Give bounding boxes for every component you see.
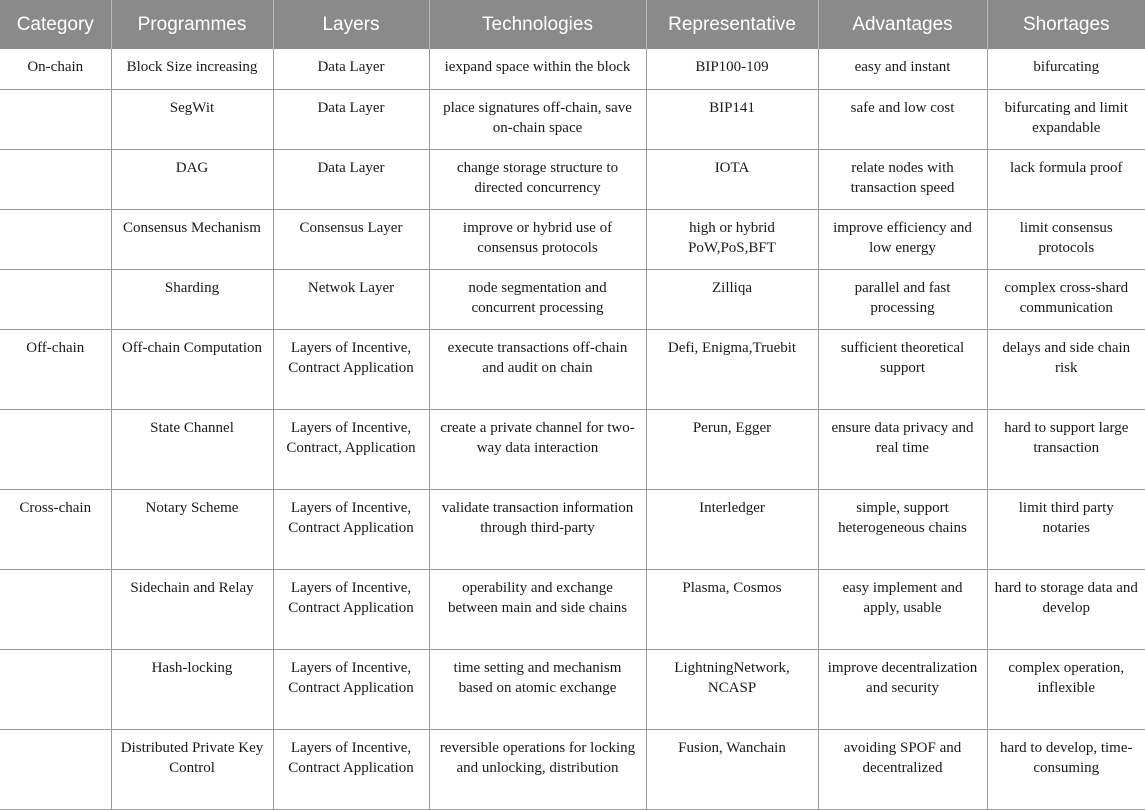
header-technologies: Technologies: [429, 0, 646, 49]
cell-programme: Sharding: [111, 270, 273, 330]
cell-representative: Zilliqa: [646, 270, 818, 330]
cell-category: [0, 150, 111, 210]
cell-technologies: create a private channel for two-way data interaction: [429, 410, 646, 490]
cell-category: [0, 410, 111, 490]
cell-layers: Layers of Incentive, Contract Application: [273, 330, 429, 410]
cell-advantages: sufficient theoretical support: [818, 330, 987, 410]
cell-programme: Consensus Mechanism: [111, 210, 273, 270]
header-representative: Representative: [646, 0, 818, 49]
cell-technologies: improve or hybrid use of consensus protocols: [429, 210, 646, 270]
cell-layers: Consensus Layer: [273, 210, 429, 270]
cell-programme: Notary Scheme: [111, 490, 273, 570]
table-row: [0, 570, 1145, 650]
cell-programme: State Channel: [111, 410, 273, 490]
cell-representative: IOTA: [646, 150, 818, 210]
cell-category: [0, 650, 111, 730]
table-row: [0, 330, 1145, 410]
cell-layers: Data Layer: [273, 90, 429, 150]
cell-advantages: relate nodes with transaction speed: [818, 150, 987, 210]
cell-category: [0, 730, 111, 810]
cell-layers: Layers of Incentive, Contract, Application: [273, 410, 429, 490]
cell-programme: Off-chain Computation: [111, 330, 273, 410]
header-row: [0, 0, 1145, 49]
cell-category: [0, 270, 111, 330]
cell-representative: high or hybrid PoW,PoS,BFT: [646, 210, 818, 270]
cell-technologies: place signatures off-chain, save on-chain space: [429, 90, 646, 150]
table-header: [0, 0, 1145, 49]
cell-advantages: avoiding SPOF and decentralized: [818, 730, 987, 810]
cell-layers: Layers of Incentive, Contract Application: [273, 730, 429, 810]
cell-technologies: validate transaction information through third-party: [429, 490, 646, 570]
cell-shortages: lack formula proof: [987, 150, 1145, 210]
cell-shortages: hard to storage data and develop: [987, 570, 1145, 650]
cell-advantages: improve efficiency and low energy: [818, 210, 987, 270]
cell-advantages: parallel and fast processing: [818, 270, 987, 330]
cell-category: [0, 570, 111, 650]
cell-layers: Layers of Incentive, Contract Application: [273, 570, 429, 650]
cell-shortages: complex cross-shard communication: [987, 270, 1145, 330]
cell-representative: BIP141: [646, 90, 818, 150]
cell-shortages: bifurcating: [987, 49, 1145, 90]
table-row: [0, 410, 1145, 490]
table-row: [0, 270, 1145, 330]
cell-representative: Plasma, Cosmos: [646, 570, 818, 650]
cell-advantages: simple, support heterogeneous chains: [818, 490, 987, 570]
cell-category: [0, 210, 111, 270]
cell-category: Cross-chain: [0, 490, 111, 570]
table-row: [0, 730, 1145, 810]
cell-layers: Data Layer: [273, 150, 429, 210]
cell-programme: Block Size increasing: [111, 49, 273, 90]
cell-shortages: complex operation, inflexible: [987, 650, 1145, 730]
cell-shortages: limit consensus protocols: [987, 210, 1145, 270]
table-row: [0, 650, 1145, 730]
cell-technologies: execute transactions off-chain and audit on chain: [429, 330, 646, 410]
table-row: [0, 150, 1145, 210]
cell-technologies: reversible operations for locking and unlocking, distribution: [429, 730, 646, 810]
cell-advantages: easy and instant: [818, 49, 987, 90]
cell-shortages: bifurcating and limit expandable: [987, 90, 1145, 150]
cell-representative: Fusion, Wanchain: [646, 730, 818, 810]
header-programmes: Programmes: [111, 0, 273, 49]
cell-advantages: ensure data privacy and real time: [818, 410, 987, 490]
cell-layers: Netwok Layer: [273, 270, 429, 330]
cell-technologies: change storage structure to directed concurrency: [429, 150, 646, 210]
cell-advantages: easy implement and apply, usable: [818, 570, 987, 650]
cell-layers: Data Layer: [273, 49, 429, 90]
cell-layers: Layers of Incentive, Contract Application: [273, 650, 429, 730]
cell-advantages: improve decentralization and security: [818, 650, 987, 730]
cell-programme: Hash-locking: [111, 650, 273, 730]
cell-representative: BIP100-109: [646, 49, 818, 90]
cell-programme: Sidechain and Relay: [111, 570, 273, 650]
header-shortages: Shortages: [987, 0, 1145, 49]
cell-shortages: delays and side chain risk: [987, 330, 1145, 410]
cell-category: Off-chain: [0, 330, 111, 410]
cell-technologies: operability and exchange between main and side chains: [429, 570, 646, 650]
cell-representative: Interledger: [646, 490, 818, 570]
cell-representative: LightningNetwork, NCASP: [646, 650, 818, 730]
table-row: [0, 490, 1145, 570]
table-body: [0, 49, 1145, 810]
table-row: [0, 90, 1145, 150]
cell-technologies: node segmentation and concurrent processing: [429, 270, 646, 330]
cell-representative: Defi, Enigma,Truebit: [646, 330, 818, 410]
cell-representative: Perun, Egger: [646, 410, 818, 490]
cell-shortages: hard to support large transaction: [987, 410, 1145, 490]
table-row: [0, 49, 1145, 90]
cell-category: [0, 90, 111, 150]
cell-category: On-chain: [0, 49, 111, 90]
cell-programme: DAG: [111, 150, 273, 210]
table-row: [0, 210, 1145, 270]
cell-programme: SegWit: [111, 90, 273, 150]
cell-layers: Layers of Incentive, Contract Application: [273, 490, 429, 570]
cell-programme: Distributed Private Key Control: [111, 730, 273, 810]
header-advantages: Advantages: [818, 0, 987, 49]
cell-technologies: iexpand space within the block: [429, 49, 646, 90]
cell-advantages: safe and low cost: [818, 90, 987, 150]
header-category: Category: [0, 0, 111, 49]
header-layers: Layers: [273, 0, 429, 49]
cell-shortages: hard to develop, time-consuming: [987, 730, 1145, 810]
cell-shortages: limit third party notaries: [987, 490, 1145, 570]
cell-technologies: time setting and mechanism based on atomic exchange: [429, 650, 646, 730]
